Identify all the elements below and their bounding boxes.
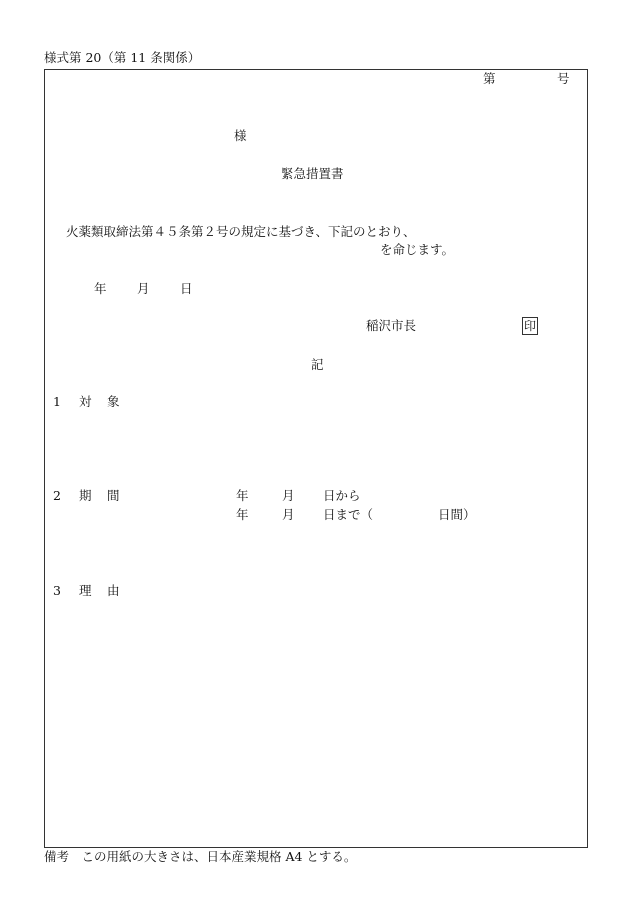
item-label-char: 対 <box>79 394 92 409</box>
item-label-char: 間 <box>107 488 120 503</box>
date-day: 日 <box>180 281 193 296</box>
item-number: 3 <box>53 583 61 598</box>
issuer-name: 稲沢市長 <box>366 318 417 333</box>
period-from-year: 年 <box>236 488 249 503</box>
form-number: 様式第 20（第 11 条関係） <box>44 50 201 65</box>
ki-heading: 記 <box>311 357 324 372</box>
item-number: 2 <box>53 488 61 503</box>
item-label-char: 由 <box>107 583 120 598</box>
document-number-go: 号 <box>557 71 570 86</box>
item-label-char: 象 <box>107 394 120 409</box>
document-number-dai: 第 <box>483 71 496 86</box>
item-label-char: 期 <box>79 488 92 503</box>
date-month: 月 <box>137 281 150 296</box>
period-days: 日間） <box>438 507 476 522</box>
body-text-line1: 火薬類取締法第４５条第２号の規定に基づき、下記のとおり、 <box>66 224 416 239</box>
seal-mark: 印 <box>524 319 537 333</box>
period-to-year: 年 <box>236 507 249 522</box>
period-from-day: 日から <box>323 488 361 503</box>
note-text: 備考 この用紙の大きさは、日本産業規格 A4 とする。 <box>44 849 357 864</box>
period-from-month: 月 <box>282 488 295 503</box>
body-text-line2: を命じます。 <box>380 242 455 257</box>
period-to-month: 月 <box>282 507 295 522</box>
date-year: 年 <box>94 281 107 296</box>
period-to-day: 日まで（ <box>323 507 374 522</box>
form-frame <box>44 69 588 848</box>
item-label-char: 理 <box>79 583 92 598</box>
document-title: 緊急措置書 <box>281 166 344 181</box>
item-number: 1 <box>53 394 61 409</box>
addressee-suffix: 様 <box>234 128 247 143</box>
